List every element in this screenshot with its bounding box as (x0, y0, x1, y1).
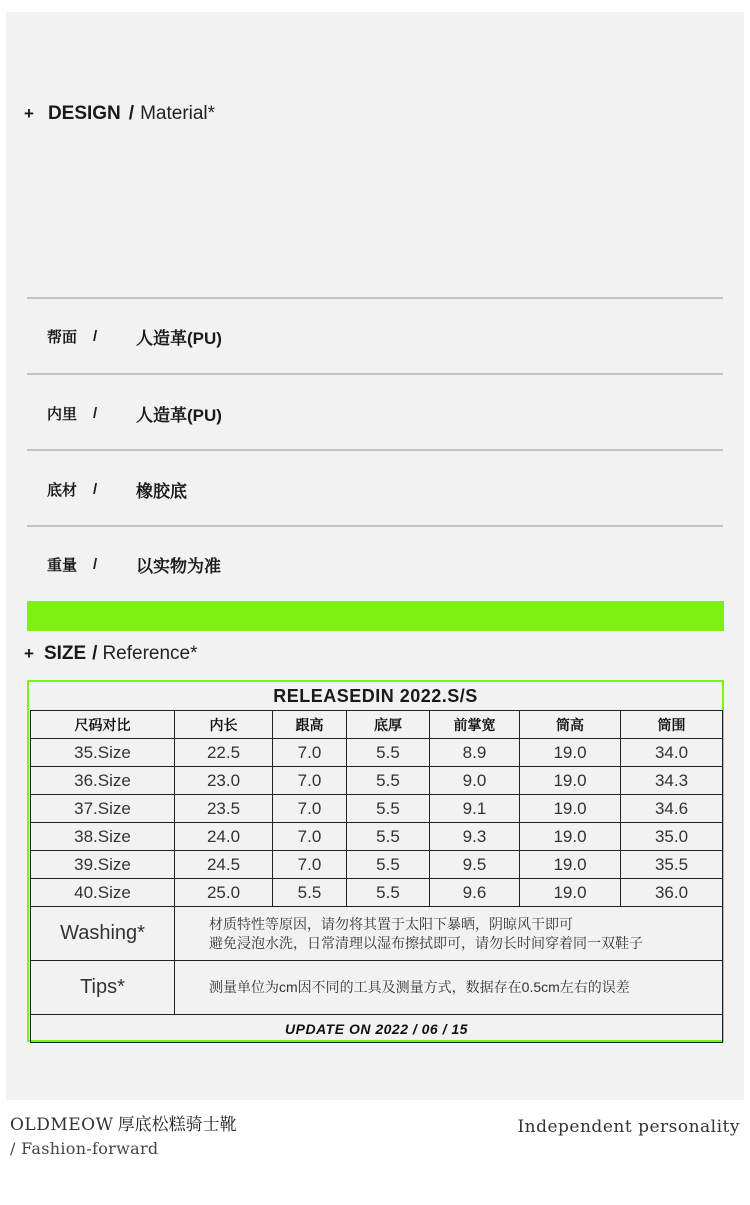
table-cell: 8.9 (430, 739, 520, 767)
design-subtitle: Material* (140, 103, 216, 124)
table-cell: 5.5 (273, 879, 347, 907)
table-cell: 39.Size (31, 851, 175, 879)
table-cell: 19.0 (520, 851, 621, 879)
material-row-weight (47, 552, 707, 576)
table-cell: 23.0 (175, 767, 273, 795)
table-cell: 23.5 (175, 795, 273, 823)
washing-label: Washing* (31, 907, 175, 961)
design-title: DESIGN (47, 103, 121, 124)
table-cell: 7.0 (273, 795, 347, 823)
material-label: 内里 (47, 405, 78, 423)
table-header: 内长 (175, 711, 273, 739)
washing-row (31, 907, 723, 961)
size-table (30, 710, 723, 1043)
table-cell: 7.0 (273, 767, 347, 795)
divider (27, 373, 723, 375)
table-cell: 35.Size (31, 739, 175, 767)
tips-label: Tips* (31, 961, 175, 1015)
accent-bar (27, 601, 724, 631)
brand-line (10, 1110, 237, 1135)
table-cell: 36.0 (621, 879, 723, 907)
table-cell: 34.6 (621, 795, 723, 823)
table-cell: 5.5 (347, 823, 430, 851)
table-cell: 7.0 (273, 739, 347, 767)
divider (27, 297, 723, 299)
material-slash: / (93, 404, 98, 422)
tips-row (31, 961, 723, 1015)
table-row (31, 739, 723, 767)
material-value: 人造革(PU) (136, 328, 222, 348)
footer-brand (10, 1110, 237, 1158)
table-header: 筒围 (621, 711, 723, 739)
table-cell: 24.5 (175, 851, 273, 879)
material-label: 底材 (47, 481, 78, 499)
brand-name: OLDMEOW (10, 1115, 114, 1135)
table-cell: 35.5 (621, 851, 723, 879)
table-header: 跟高 (273, 711, 347, 739)
table-header: 前掌宽 (430, 711, 520, 739)
tips-text: 测量单位为cm因不同的工具及测量方式，数据存在0.5cm左右的误差 (175, 961, 723, 1015)
material-label: 帮面 (47, 328, 78, 346)
product-name: 厚底松糕骑士靴 (117, 1115, 237, 1135)
table-cell: 5.5 (347, 795, 430, 823)
table-row (31, 795, 723, 823)
table-cell: 19.0 (520, 739, 621, 767)
washing-text (175, 907, 723, 961)
release-title: RELEASEDIN 2022.S/S (273, 685, 478, 706)
size-heading (24, 643, 198, 665)
design-slash: / (128, 103, 135, 124)
table-cell: 7.0 (273, 851, 347, 879)
washing-line: 避免浸泡水洗，日常清理以湿布擦拭即可，请勿长时间穿着同一双鞋子 (209, 934, 643, 951)
size-title: SIZE (43, 643, 87, 664)
table-row (31, 767, 723, 795)
table-cell: 25.0 (175, 879, 273, 907)
material-row-sole (47, 477, 707, 501)
table-cell: 5.5 (347, 767, 430, 795)
table-header: 底厚 (347, 711, 430, 739)
size-subtitle: Reference* (102, 643, 198, 664)
divider (27, 449, 723, 451)
material-value: 人造革(PU) (136, 405, 222, 425)
washing-line: 材质特性等原因，请勿将其置于太阳下暴晒，阴晾风干即可 (209, 915, 573, 932)
table-cell: 19.0 (520, 795, 621, 823)
plus-icon: + (24, 644, 34, 663)
material-value: 橡胶底 (136, 481, 187, 501)
material-row-lining (47, 401, 707, 425)
table-cell: 38.Size (31, 823, 175, 851)
divider (27, 525, 723, 527)
material-slash: / (93, 327, 98, 345)
table-cell: 7.0 (273, 823, 347, 851)
material-row-upper (47, 324, 707, 348)
update-row (31, 1015, 723, 1043)
table-cell: 19.0 (520, 879, 621, 907)
brand-tagline: / Fashion-forward (10, 1139, 159, 1158)
table-cell: 9.1 (430, 795, 520, 823)
table-cell: 36.Size (31, 767, 175, 795)
table-cell: 40.Size (31, 879, 175, 907)
table-cell: 19.0 (520, 767, 621, 795)
table-cell: 22.5 (175, 739, 273, 767)
material-value: 以实物为准 (136, 556, 221, 576)
table-header-row (31, 711, 723, 739)
table-cell: 9.6 (430, 879, 520, 907)
footer-slogan: Independent personality (517, 1117, 740, 1137)
update-date: UPDATE ON 2022 / 06 / 15 (31, 1015, 723, 1043)
table-cell: 34.3 (621, 767, 723, 795)
design-heading (24, 103, 215, 125)
table-row (31, 851, 723, 879)
table-header: 筒高 (520, 711, 621, 739)
table-header: 尺码对比 (31, 711, 175, 739)
size-slash: / (92, 643, 98, 664)
material-slash: / (93, 480, 98, 498)
table-cell: 9.0 (430, 767, 520, 795)
size-chart (27, 680, 724, 1042)
table-cell: 9.5 (430, 851, 520, 879)
table-cell: 37.Size (31, 795, 175, 823)
table-row (31, 823, 723, 851)
table-cell: 24.0 (175, 823, 273, 851)
plus-icon: + (24, 104, 34, 123)
table-cell: 5.5 (347, 739, 430, 767)
material-slash: / (93, 555, 98, 573)
table-cell: 34.0 (621, 739, 723, 767)
table-row (31, 879, 723, 907)
table-cell: 5.5 (347, 851, 430, 879)
table-cell: 19.0 (520, 823, 621, 851)
table-cell: 5.5 (347, 879, 430, 907)
table-cell: 9.3 (430, 823, 520, 851)
table-cell: 35.0 (621, 823, 723, 851)
material-label: 重量 (47, 556, 78, 574)
